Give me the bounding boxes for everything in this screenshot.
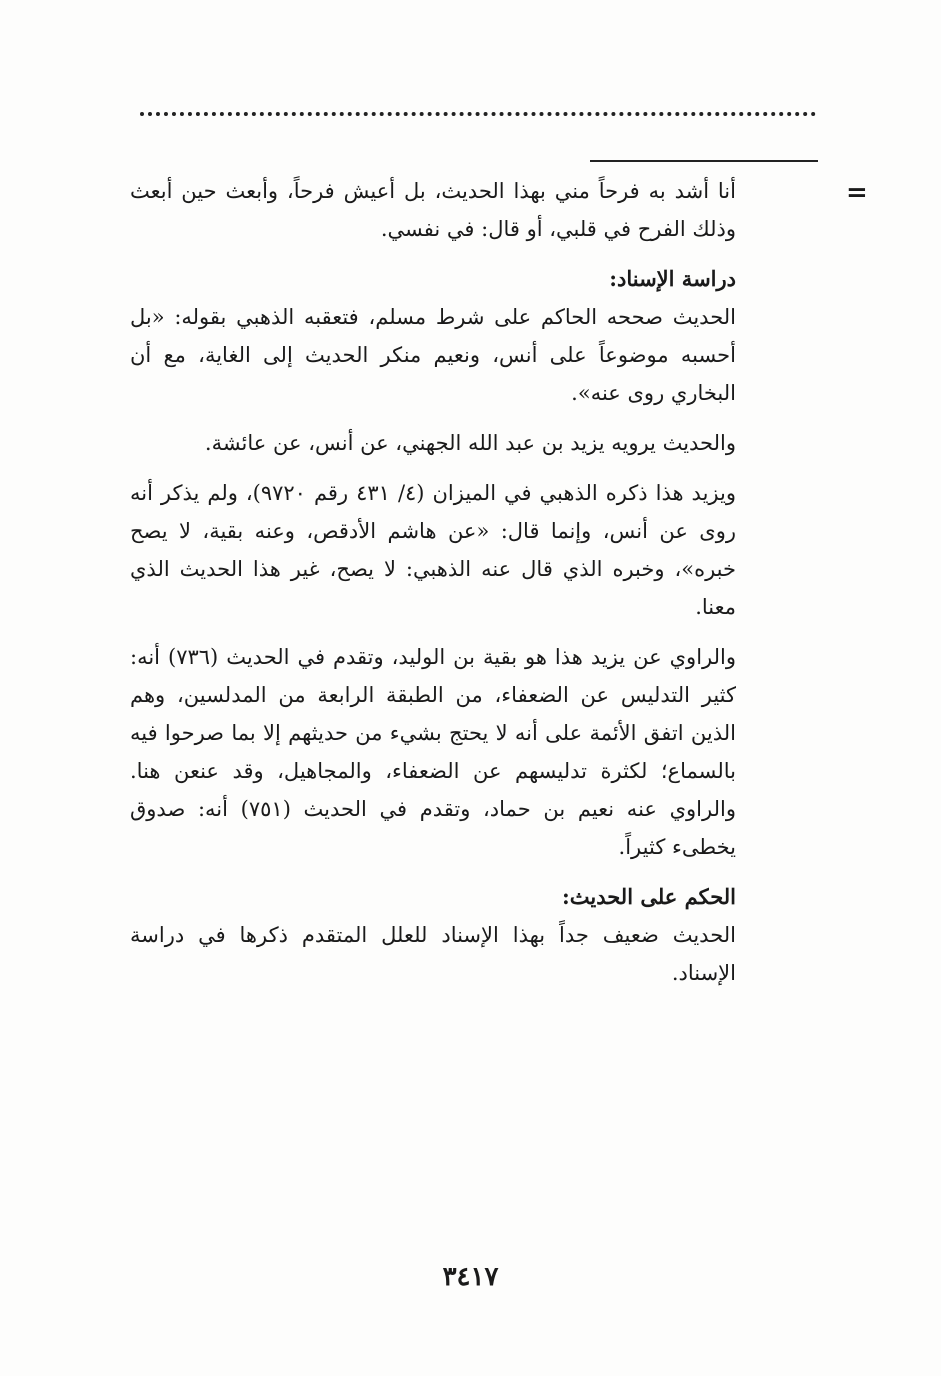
continuation-mark: =	[846, 178, 868, 208]
dotted-separator	[140, 112, 816, 128]
isnad-paragraph-4: والراوي عن يزيد هذا هو بقية بن الوليد، وتقدم في الحديث (٧٣٦) أنه: كثير التدليس عن الضعفاء، من الطبقة الرابعة من المدلسين، وهم الذين اتفق الأئمة على أنه لا يحتج بشيء من حديثهم إلا بما صرحوا فيه بالسماع؛ لكثرة تدليسهم عن الضعفاء، والمجاهيل، وقد عنعن هنا. والراوي عنه نعيم بن حماد، وتقدم في الحديث (٧٥١) أنه: صدوق يخطىء كثيراً.	[130, 645, 736, 859]
page-body	[130, 172, 736, 992]
footnote-rule	[590, 160, 818, 162]
page-number: ٣٤١٧	[442, 1262, 499, 1292]
isnad-paragraph-3: ويزيد هذا ذكره الذهبي في الميزان (٤/ ٤٣١ رقم ٩٧٢٠)، ولم يذكر أنه روى عن أنس، وإنما قال: «عن هاشم الأدقص، وعنه بقية، لا يصح خبره»، وخبره الذي قال عنه الذهبي: لا يصح، غير هذا الحديث الذي معنا.	[130, 481, 736, 619]
footnote-text: أنا أشد به فرحاً مني بهذا الحديث، بل أعيش فرحاً، وأبعث حين أبعث وذلك الفرح في قلبي، أو قال: في نفسي.	[130, 179, 736, 241]
hukm-heading: الحكم على الحديث:	[562, 884, 736, 909]
hukm-paragraph: الحديث ضعيف جداً بهذا الإسناد للعلل المتقدم ذكرها في دراسة الإسناد.	[130, 923, 736, 985]
isnad-heading: دراسة الإسناد:	[609, 266, 736, 291]
isnad-paragraph-1: الحديث صححه الحاكم على شرط مسلم، فتعقبه الذهبي بقوله: «بل أحسبه موضوعاً على أنس، ونعيم منكر الحديث إلى الغاية، مع أن البخاري روى عنه».	[130, 305, 736, 405]
isnad-paragraph-2: والحديث يرويه يزيد بن عبد الله الجهني، عن أنس، عن عائشة.	[204, 431, 736, 455]
